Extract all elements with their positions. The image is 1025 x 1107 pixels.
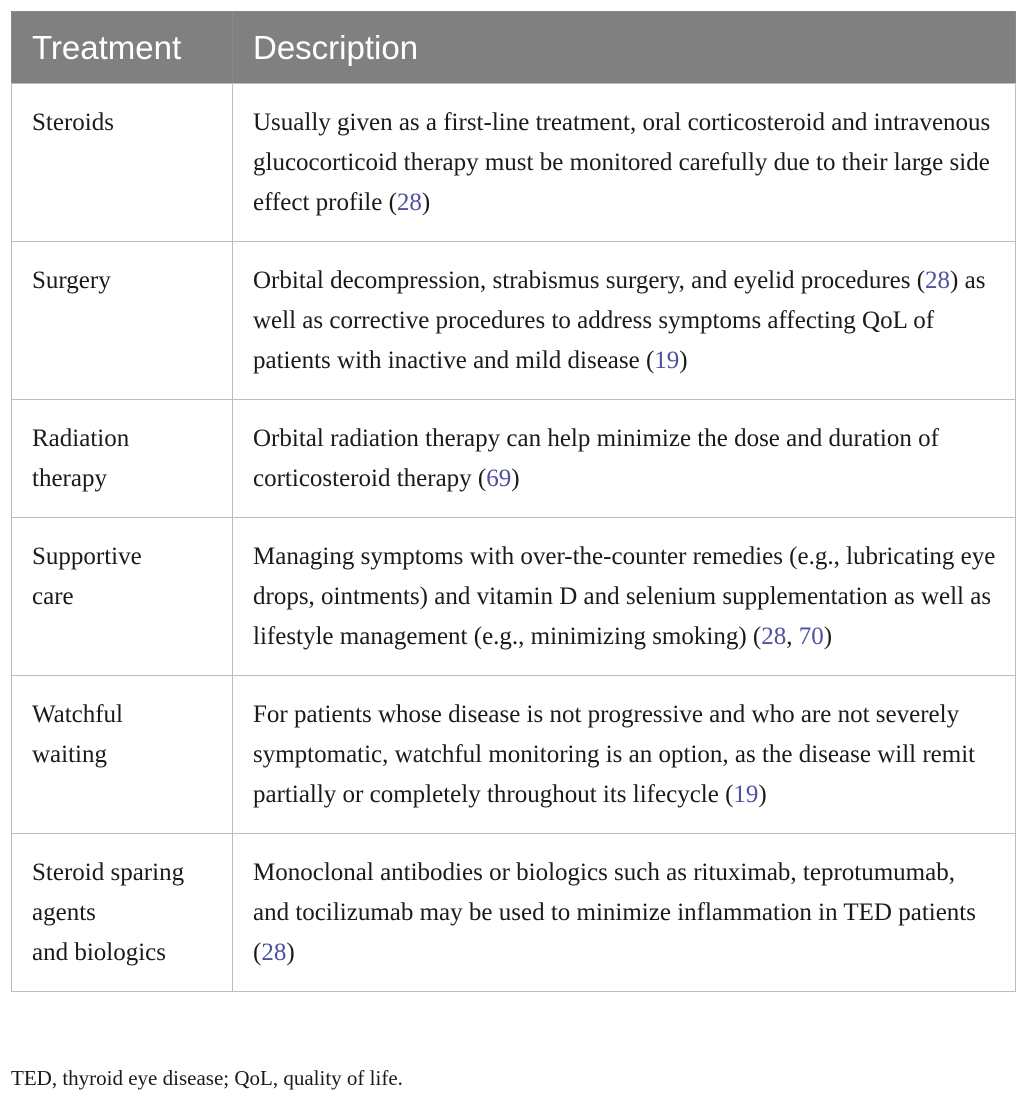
description-text: Orbital decompression, strabismus surgery, and eyelid procedures ( bbox=[253, 267, 926, 294]
reference-link[interactable]: 28 bbox=[261, 939, 287, 966]
treatment-label-line: and biologics bbox=[32, 939, 167, 966]
treatment-label-line: waiting bbox=[32, 741, 107, 768]
reference-link[interactable]: 28 bbox=[396, 189, 422, 216]
treatment-label-line: agents bbox=[32, 899, 96, 926]
description-cell bbox=[233, 676, 1016, 834]
description-text: Managing symptoms with over-the-counter remedies (e.g., lubricating eye drops, ointments) and vitamin D and selenium supplementation as well as lifestyle management (e.g., minimizing smoking) ( bbox=[253, 543, 996, 650]
header-description: Description bbox=[233, 12, 1016, 84]
description-text: , bbox=[786, 623, 799, 650]
description-cell bbox=[233, 84, 1016, 242]
description-text: For patients whose disease is not progressive and who are not severely symptomatic, watchful monitoring is an option, as the disease will remit partially or completely throughout its lifecycle ( bbox=[253, 701, 976, 808]
treatment-cell bbox=[12, 834, 233, 992]
treatment-label-line: Watchful bbox=[32, 701, 124, 728]
treatment-label-line: therapy bbox=[32, 465, 107, 492]
reference-link[interactable]: 70 bbox=[798, 623, 824, 650]
treatment-label-line: Steroids bbox=[32, 109, 114, 136]
description-text: Usually given as a first-line treatment, oral corticosteroid and intravenous glucocorticoid therapy must be monitored carefully due to their large side effect profile ( bbox=[253, 109, 991, 216]
description-cell bbox=[233, 518, 1016, 676]
table-footnote: TED, thyroid eye disease; QoL, quality of life. bbox=[11, 1066, 403, 1090]
table-row bbox=[12, 400, 1016, 518]
description-text: ) bbox=[421, 189, 431, 216]
treatment-label-line: care bbox=[32, 583, 74, 610]
header-treatment: Treatment bbox=[12, 12, 233, 84]
description-text: ) as well as corrective procedures to address symptoms affecting QoL of patients with inactive and mild disease ( bbox=[253, 267, 986, 374]
treatment-table bbox=[11, 11, 1016, 992]
description-cell bbox=[233, 242, 1016, 400]
description-text: ) bbox=[679, 347, 688, 374]
table-row bbox=[12, 676, 1016, 834]
treatment-label-line: Radiation bbox=[32, 425, 130, 452]
treatment-table-container bbox=[11, 11, 1015, 992]
table-row bbox=[12, 518, 1016, 676]
reference-link[interactable]: 28 bbox=[925, 267, 951, 294]
treatment-cell bbox=[12, 518, 233, 676]
description-text: ) bbox=[286, 939, 295, 966]
reference-link[interactable]: 19 bbox=[733, 781, 759, 808]
description-text: ) bbox=[823, 623, 833, 650]
treatment-cell bbox=[12, 676, 233, 834]
description-text: Monoclonal antibodies or biologics such as rituximab, teprotumumab, and tocilizumab may be used to minimize inflammation in TED patients ( bbox=[253, 859, 976, 966]
description-text: ) bbox=[758, 781, 767, 808]
description-text: Orbital radiation therapy can help minimize the dose and duration of corticosteroid therapy ( bbox=[253, 425, 939, 492]
description-text: ) bbox=[511, 465, 520, 492]
treatment-label-line: Surgery bbox=[32, 267, 111, 294]
table-header-row bbox=[12, 12, 1016, 84]
treatment-label-line: Steroid sparing bbox=[32, 859, 185, 886]
treatment-cell bbox=[12, 400, 233, 518]
treatment-label-line: Supportive bbox=[32, 543, 142, 570]
table-row bbox=[12, 834, 1016, 992]
treatment-cell bbox=[12, 242, 233, 400]
description-cell bbox=[233, 400, 1016, 518]
reference-link[interactable]: 28 bbox=[761, 623, 787, 650]
description-cell bbox=[233, 834, 1016, 992]
table-row bbox=[12, 242, 1016, 400]
reference-link[interactable]: 19 bbox=[654, 347, 680, 374]
treatment-cell bbox=[12, 84, 233, 242]
table-row bbox=[12, 84, 1016, 242]
reference-link[interactable]: 69 bbox=[486, 465, 512, 492]
